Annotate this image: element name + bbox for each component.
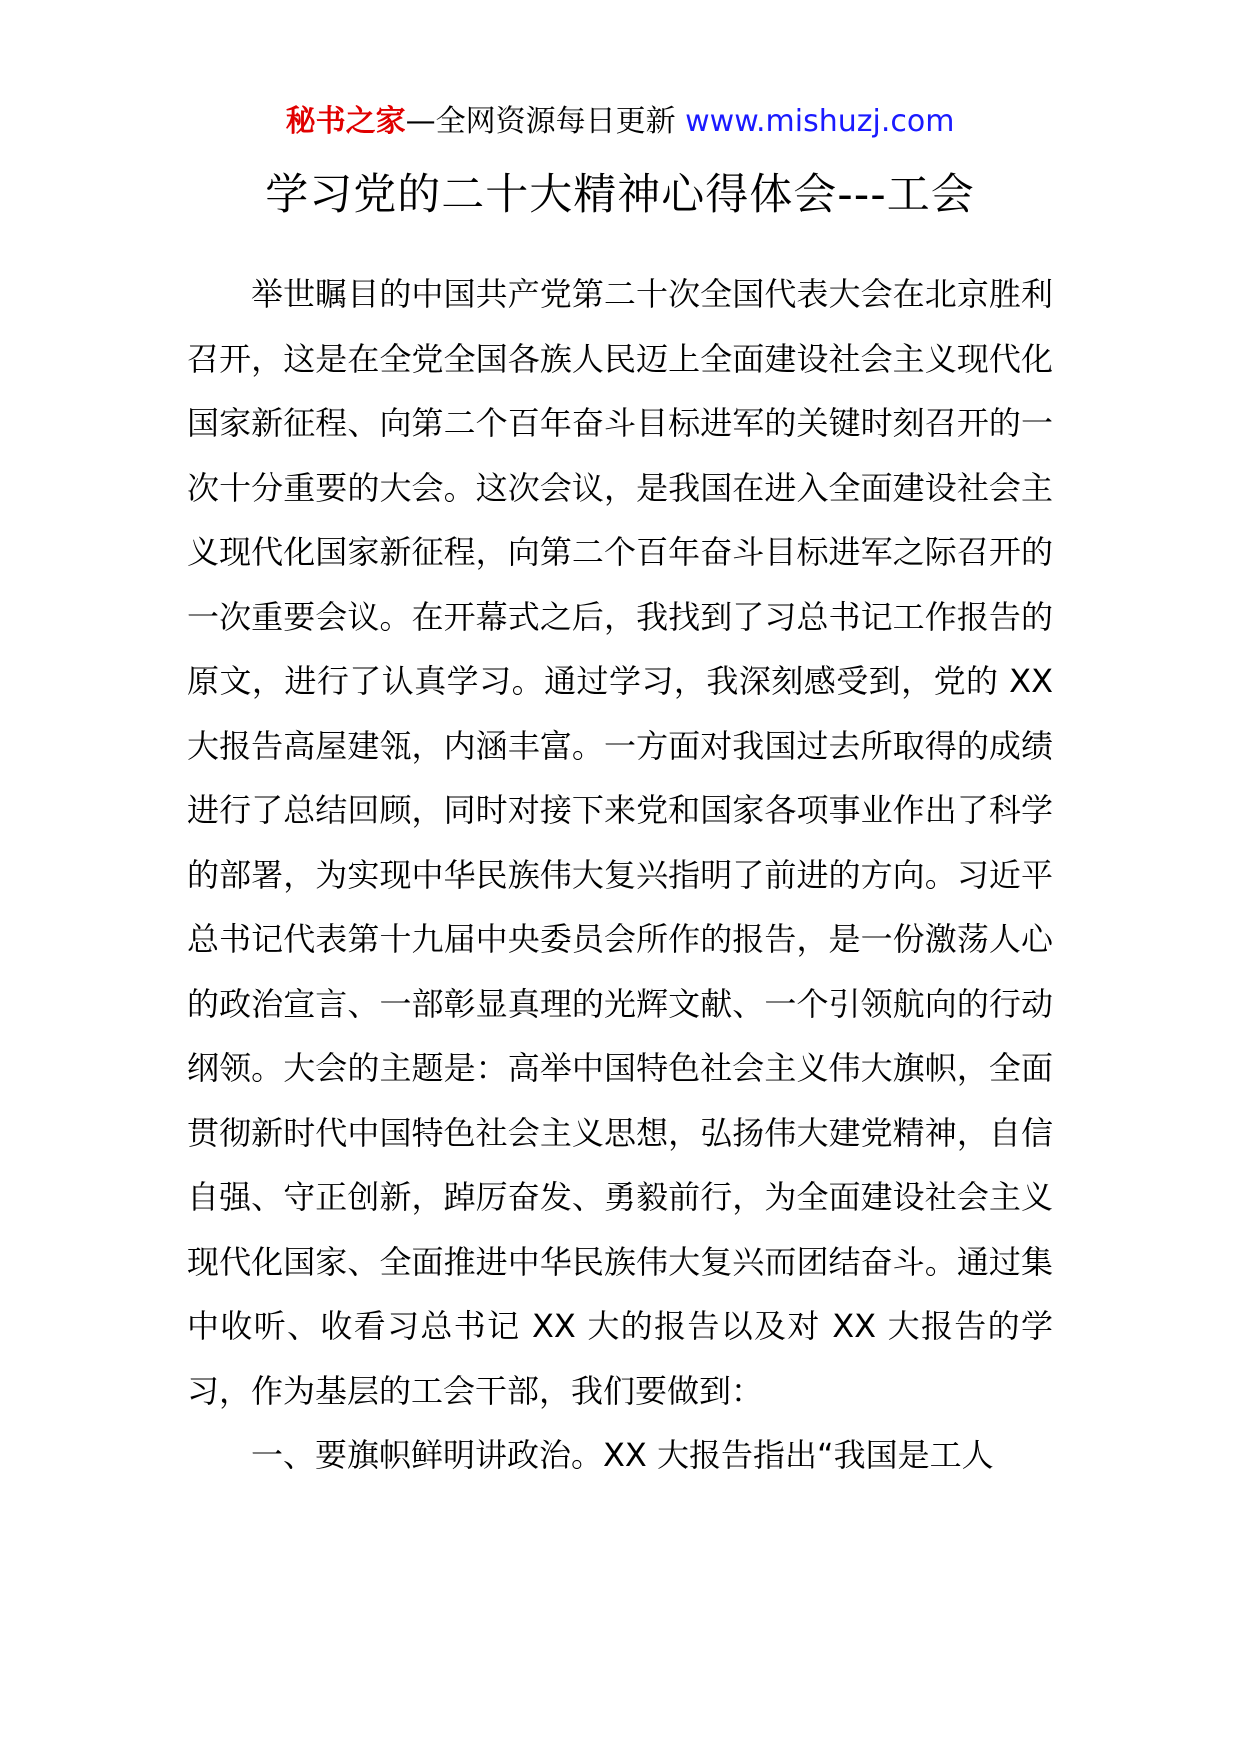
site-url-link[interactable]: www.mishuzj.com (685, 104, 955, 139)
document-body (187, 262, 1053, 1488)
header-tagline: —全网资源每日更新 (405, 104, 686, 139)
document-title: 学习党的二十大精神心得体会---工会 (265, 170, 975, 220)
brand-name: 秘书之家 (285, 104, 406, 139)
body-paragraph: 举世瞩目的中国共产党第二十次全国代表大会在北京胜利召开，这是在全党全国各族人民迈上全面建设社会主义现代化国家新征程、向第二个百年奋斗目标进军的关键时刻召开的一次十分重要的大会。这次会议，是我国在进入全面建设社会主义现代化国家新征程，向第二个百年奋斗目标进军之际召开的一次重要会议。在开幕式之后，我找到了习总书记工作报告的原文，进行了认真学习。通过学习，我深刻感受到，党的 XX 大报告高屋建瓴，内涵丰富。一方面对我国过去所取得的成绩进行了总结回顾，同时对接下来党和国家各项事业作出了科学的部署，为实现中华民族伟大复兴指明了前进的方向。习近平总书记代表第十九届中央委员会所作的报告，是一份激荡人心的政治宣言、一部彰显真理的光辉文献、一个引领航向的行动纲领。大会的主题是：高举中国特色社会主义伟大旗帜，全面贯彻新时代中国特色社会主义思想，弘扬伟大建党精神，自信自强、守正创新，踔厉奋发、勇毅前行，为全面建设社会主义现代化国家、全面推进中华民族伟大复兴而团结奋斗。通过集中收听、收看习总书记 XX 大的报告以及对 XX 大报告的学习，作为基层的工会干部，我们要做到： (187, 275, 1053, 1410)
site-header (0, 100, 1240, 144)
body-paragraph: 一、要旗帜鲜明讲政治。XX 大报告指出“我国是工人 (251, 1436, 994, 1474)
